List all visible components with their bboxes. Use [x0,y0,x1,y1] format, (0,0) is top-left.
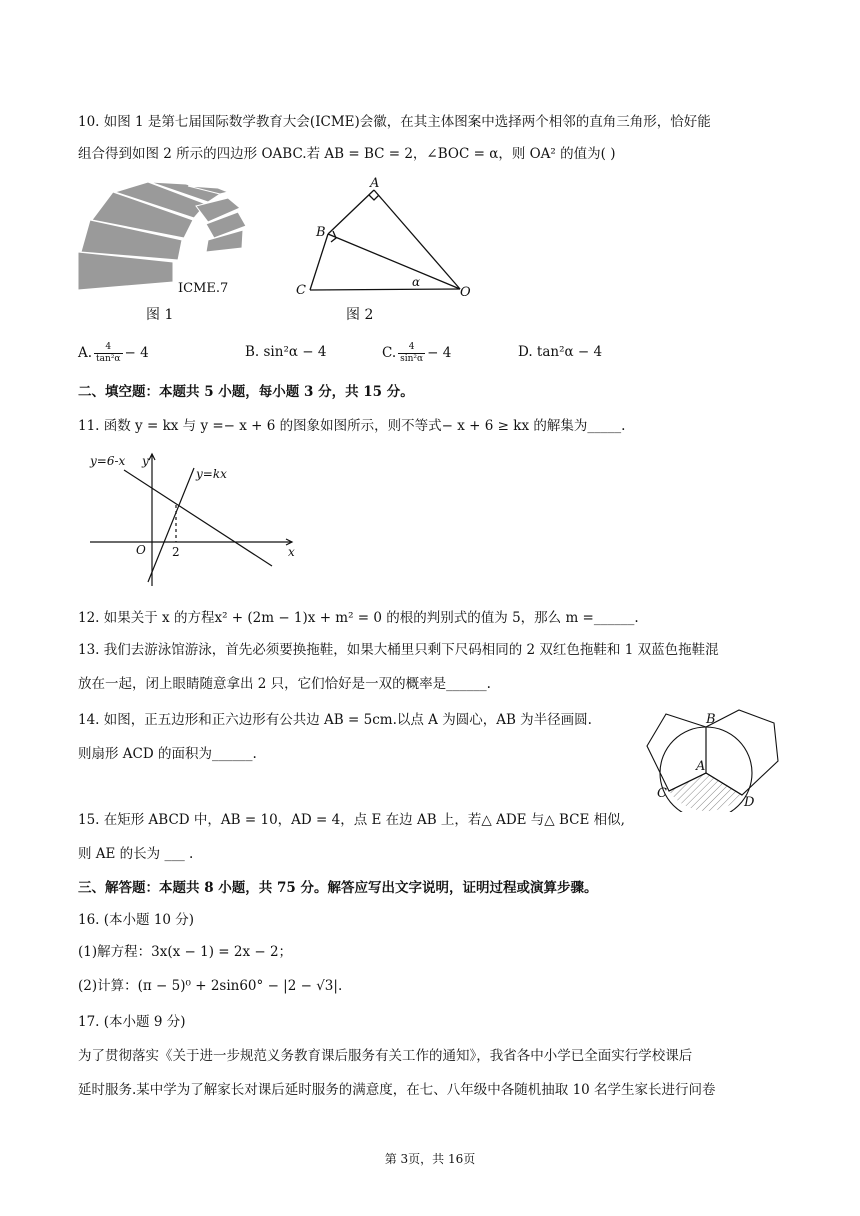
q16-part2: (2)计算：(π − 5)⁰ + 2sin60° − |2 − √3|. [78,978,343,994]
q17-head: 17. (本小题 9 分) [78,1014,186,1030]
option-b: B. sin²α − 4 [245,344,327,360]
q14-line2: 则扇形 ACD 的面积为______. [78,746,257,762]
label-y-axis: y [142,454,149,468]
q12-text: 12. 如果关于 x 的方程x² + (2m − 1)x + m² = 0 的根的判别式的值为 5，那么 m =______. [78,610,639,626]
label-x-axis: x [288,545,295,559]
label-line2: y=kx [196,467,227,481]
q17-line2: 延时服务.某中学为了解家长对课后延时服务的满意度，在七、八年级中各随机抽取 10 名学生家长进行问卷 [78,1082,716,1098]
q13-line1: 13. 我们去游泳馆游泳，首先必须要换拖鞋，如果大桶里只剩下尺码相同的 2 双红色拖鞋和 1 双蓝色拖鞋混 [78,642,719,658]
q16-part1: (1)解方程：3x(x − 1) = 2x − 2； [78,944,293,960]
section3-title: 三、解答题：本题共 8 小题，共 75 分。解答应写出文字说明，证明过程或演算步骤。 [78,880,598,896]
line-y-kx [148,468,194,582]
q11-text: 11. 函数 y = kx 与 y =− x + 6 的图象如图所示，则不等式− x + 6 ≥ kx 的解集为_____. [78,418,626,434]
q13-line2: 放在一起，闭上眼睛随意拿出 2 只，它们恰好是一双的概率是______. [78,676,491,692]
label-B: B [706,712,716,727]
label-line1: y=6-x [90,454,126,468]
q10-line1: 10. 如图 1 是第七届国际数学教育大会(ICME)会徽，在其主体图案中选择两个相邻的直角三角形，恰好能 [78,114,711,130]
figure1-caption: 图 1 [146,307,174,323]
option-a: A. $\frac{4}{\text{tan²α}}$ − 4 [78,342,149,364]
label-tick-2: 2 [172,545,180,559]
option-d: D. tan²α − 4 [518,344,603,360]
line-BC [310,234,328,290]
option-c: C. $\frac{4}{\text{sin²α}}$ − 4 [382,342,452,364]
shaded-sector [669,773,742,811]
icme-logo-text: ICME.7 [178,281,229,296]
pentagon-hexagon-figure [644,706,784,812]
linear-function-graph [86,450,306,590]
q10-line2: 组合得到如图 2 所示的四边形 OABC.若 AB = BC = 2，∠BOC = α，则 OA² 的值为( ) [78,146,616,162]
page-footer: 第 3页，共 16页 [384,1152,476,1166]
line-AB [328,190,374,234]
section2-title: 二、填空题：本题共 5 小题，每小题 3 分，共 15 分。 [78,384,414,400]
q17-line1: 为了贯彻落实《关于进一步规范义务教育课后服务有关工作的通知》，我省各中小学已全面实行学校课后 [78,1048,693,1064]
q14-line1: 14. 如图，正五边形和正六边形有公共边 AB = 5cm.以点 A 为圆心，AB 为半径画圆. [78,712,592,728]
icme-logo-figure [78,182,258,302]
label-A: A [370,176,380,191]
quadrilateral-figure [288,176,478,302]
label-C: C [657,786,667,801]
label-origin: O [136,543,146,557]
line-BO [328,234,460,289]
label-A: A [696,759,706,774]
label-C: C [296,283,306,298]
right-angle-mark-A [369,195,379,200]
label-D: D [744,795,755,810]
label-B: B [316,225,326,240]
label-O: O [460,285,471,300]
q15-line1: 15. 在矩形 ABCD 中，AB = 10，AD = 4，点 E 在边 AB 上，若△ ADE 与△ BCE 相似, [78,812,625,828]
q16-head: 16. (本小题 10 分) [78,912,195,928]
line-CO [310,289,460,290]
label-alpha: α [412,275,421,289]
line-y-6-minus-x [124,470,272,566]
figure2-caption: 图 2 [346,307,374,323]
q15-line2: 则 AE 的长为 ___ . [78,846,194,862]
